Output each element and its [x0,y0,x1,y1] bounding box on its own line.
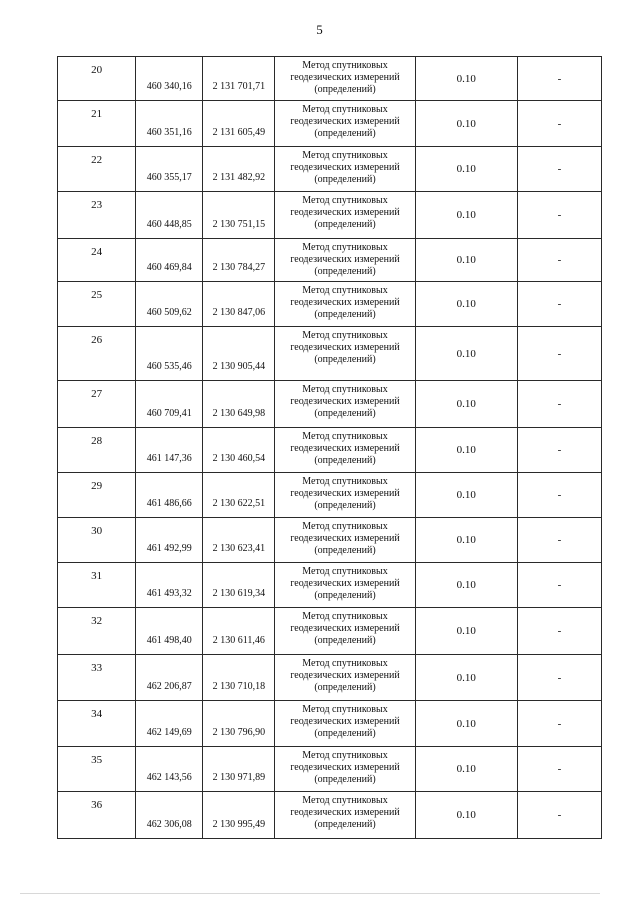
accuracy-cell: 0.10 [415,192,517,239]
accuracy-cell: 0.10 [415,101,517,147]
x-coordinate-cell: 462 149,69 [136,701,203,747]
method-cell [275,147,415,192]
y-coordinate-cell: 2 131 482,92 [203,147,275,192]
method-text-line: (определений) [314,128,376,139]
method-text-line: геодезических измерений [290,488,400,499]
point-number-cell: 33 [58,655,136,701]
method-text-line: Метод спутниковых [302,795,388,806]
method-text-line: Метод спутниковых [302,658,388,669]
method-text-line: геодезических измерений [290,807,400,818]
x-coordinate-cell: 460 535,46 [136,327,203,381]
y-coordinate-cell: 2 130 611,46 [203,608,275,655]
point-number-cell: 30 [58,518,136,563]
note-cell: - [517,608,601,655]
accuracy-cell: 0.10 [415,518,517,563]
method-text-line: (определений) [314,174,376,185]
method-text-line: (определений) [314,590,376,601]
x-coordinate-cell: 462 206,87 [136,655,203,701]
x-coordinate-cell: 461 498,40 [136,608,203,655]
table-row [58,327,602,381]
accuracy-cell: 0.10 [415,701,517,747]
method-cell [275,792,415,839]
note-cell: - [517,792,601,839]
x-coordinate-cell: 460 509,62 [136,282,203,327]
point-number-cell: 35 [58,747,136,792]
table-row [58,701,602,747]
method-text-line: геодезических измерений [290,670,400,681]
method-cell [275,428,415,473]
method-text-line: Метод спутниковых [302,750,388,761]
table-row [58,239,602,282]
note-cell: - [517,563,601,608]
x-coordinate-cell: 460 448,85 [136,192,203,239]
method-text-line: Метод спутниковых [302,195,388,206]
method-text-line: геодезических измерений [290,254,400,265]
point-number-cell: 26 [58,327,136,381]
method-text-line: (определений) [314,635,376,646]
x-coordinate-cell: 461 147,36 [136,428,203,473]
accuracy-cell: 0.10 [415,608,517,655]
method-text-line: Метод спутниковых [302,384,388,395]
table-row [58,518,602,563]
method-text-line: Метод спутниковых [302,611,388,622]
point-number-cell: 24 [58,239,136,282]
method-text-line: Метод спутниковых [302,60,388,71]
accuracy-cell: 0.10 [415,57,517,101]
accuracy-cell: 0.10 [415,381,517,428]
y-coordinate-cell: 2 130 460,54 [203,428,275,473]
note-cell: - [517,428,601,473]
method-text-line: (определений) [314,219,376,230]
coordinates-table-body [58,57,602,839]
accuracy-cell: 0.10 [415,473,517,518]
method-text-line: Метод спутниковых [302,104,388,115]
coordinates-table [57,56,602,839]
method-text-line: геодезических измерений [290,762,400,773]
method-text-line: (определений) [314,819,376,830]
y-coordinate-cell: 2 130 751,15 [203,192,275,239]
accuracy-cell: 0.10 [415,147,517,192]
table-row [58,147,602,192]
note-cell: - [517,518,601,563]
y-coordinate-cell: 2 130 623,41 [203,518,275,563]
y-coordinate-cell: 2 130 796,90 [203,701,275,747]
table-row [58,563,602,608]
note-cell: - [517,381,601,428]
accuracy-cell: 0.10 [415,282,517,327]
point-number-cell: 32 [58,608,136,655]
table-row [58,192,602,239]
note-cell: - [517,57,601,101]
method-cell [275,327,415,381]
method-text-line: (определений) [314,682,376,693]
method-cell [275,282,415,327]
table-row [58,608,602,655]
method-text-line: (определений) [314,455,376,466]
y-coordinate-cell: 2 131 605,49 [203,101,275,147]
x-coordinate-cell: 460 351,16 [136,101,203,147]
method-text-line: Метод спутниковых [302,242,388,253]
method-cell [275,747,415,792]
y-coordinate-cell: 2 130 619,34 [203,563,275,608]
point-number-cell: 34 [58,701,136,747]
method-cell [275,57,415,101]
note-cell: - [517,282,601,327]
method-text-line: геодезических измерений [290,72,400,83]
note-cell: - [517,473,601,518]
method-text-line: (определений) [314,309,376,320]
table-row [58,381,602,428]
method-text-line: геодезических измерений [290,396,400,407]
method-cell [275,473,415,518]
method-text-line: геодезических измерений [290,533,400,544]
point-number-cell: 20 [58,57,136,101]
note-cell: - [517,192,601,239]
point-number-cell: 21 [58,101,136,147]
point-number-cell: 36 [58,792,136,839]
table-row [58,473,602,518]
accuracy-cell: 0.10 [415,428,517,473]
x-coordinate-cell: 462 143,56 [136,747,203,792]
point-number-cell: 23 [58,192,136,239]
note-cell: - [517,101,601,147]
y-coordinate-cell: 2 130 784,27 [203,239,275,282]
scan-artifact-line [20,893,600,894]
x-coordinate-cell: 460 355,17 [136,147,203,192]
x-coordinate-cell: 461 492,99 [136,518,203,563]
x-coordinate-cell: 461 486,66 [136,473,203,518]
method-text-line: Метод спутниковых [302,476,388,487]
y-coordinate-cell: 2 130 847,06 [203,282,275,327]
point-number-cell: 31 [58,563,136,608]
point-number-cell: 29 [58,473,136,518]
method-text-line: геодезических измерений [290,623,400,634]
y-coordinate-cell: 2 130 649,98 [203,381,275,428]
method-text-line: (определений) [314,266,376,277]
accuracy-cell: 0.10 [415,563,517,608]
method-text-line: геодезических измерений [290,716,400,727]
x-coordinate-cell: 462 306,08 [136,792,203,839]
method-text-line: (определений) [314,774,376,785]
table-row [58,747,602,792]
x-coordinate-cell: 460 340,16 [136,57,203,101]
method-text-line: Метод спутниковых [302,704,388,715]
method-text-line: (определений) [314,500,376,511]
method-text-line: геодезических измерений [290,578,400,589]
method-text-line: (определений) [314,408,376,419]
point-number-cell: 27 [58,381,136,428]
method-cell [275,192,415,239]
method-cell [275,381,415,428]
table-row [58,428,602,473]
accuracy-cell: 0.10 [415,655,517,701]
method-text-line: (определений) [314,84,376,95]
note-cell: - [517,327,601,381]
point-number-cell: 28 [58,428,136,473]
method-text-line: Метод спутниковых [302,150,388,161]
point-number-cell: 25 [58,282,136,327]
method-text-line: Метод спутниковых [302,285,388,296]
method-cell [275,608,415,655]
table-row [58,655,602,701]
accuracy-cell: 0.10 [415,792,517,839]
y-coordinate-cell: 2 130 905,44 [203,327,275,381]
accuracy-cell: 0.10 [415,327,517,381]
x-coordinate-cell: 460 469,84 [136,239,203,282]
x-coordinate-cell: 461 493,32 [136,563,203,608]
note-cell: - [517,701,601,747]
method-cell [275,655,415,701]
note-cell: - [517,747,601,792]
method-cell [275,239,415,282]
method-cell [275,518,415,563]
method-text-line: геодезических измерений [290,443,400,454]
y-coordinate-cell: 2 130 710,18 [203,655,275,701]
method-text-line: геодезических измерений [290,162,400,173]
y-coordinate-cell: 2 131 701,71 [203,57,275,101]
method-text-line: геодезических измерений [290,342,400,353]
note-cell: - [517,147,601,192]
note-cell: - [517,655,601,701]
method-text-line: Метод спутниковых [302,566,388,577]
method-text-line: (определений) [314,545,376,556]
point-number-cell: 22 [58,147,136,192]
method-cell [275,701,415,747]
method-text-line: Метод спутниковых [302,330,388,341]
page-number: 5 [316,22,323,37]
table-row [58,792,602,839]
y-coordinate-cell: 2 130 971,89 [203,747,275,792]
method-cell [275,563,415,608]
accuracy-cell: 0.10 [415,239,517,282]
x-coordinate-cell: 460 709,41 [136,381,203,428]
note-cell: - [517,239,601,282]
method-text-line: (определений) [314,354,376,365]
method-text-line: Метод спутниковых [302,431,388,442]
method-text-line: геодезических измерений [290,297,400,308]
y-coordinate-cell: 2 130 995,49 [203,792,275,839]
accuracy-cell: 0.10 [415,747,517,792]
method-text-line: (определений) [314,728,376,739]
table-row [58,101,602,147]
method-text-line: геодезических измерений [290,116,400,127]
method-text-line: геодезических измерений [290,207,400,218]
method-cell [275,101,415,147]
y-coordinate-cell: 2 130 622,51 [203,473,275,518]
table-row [58,282,602,327]
table-row [58,57,602,101]
method-text-line: Метод спутниковых [302,521,388,532]
